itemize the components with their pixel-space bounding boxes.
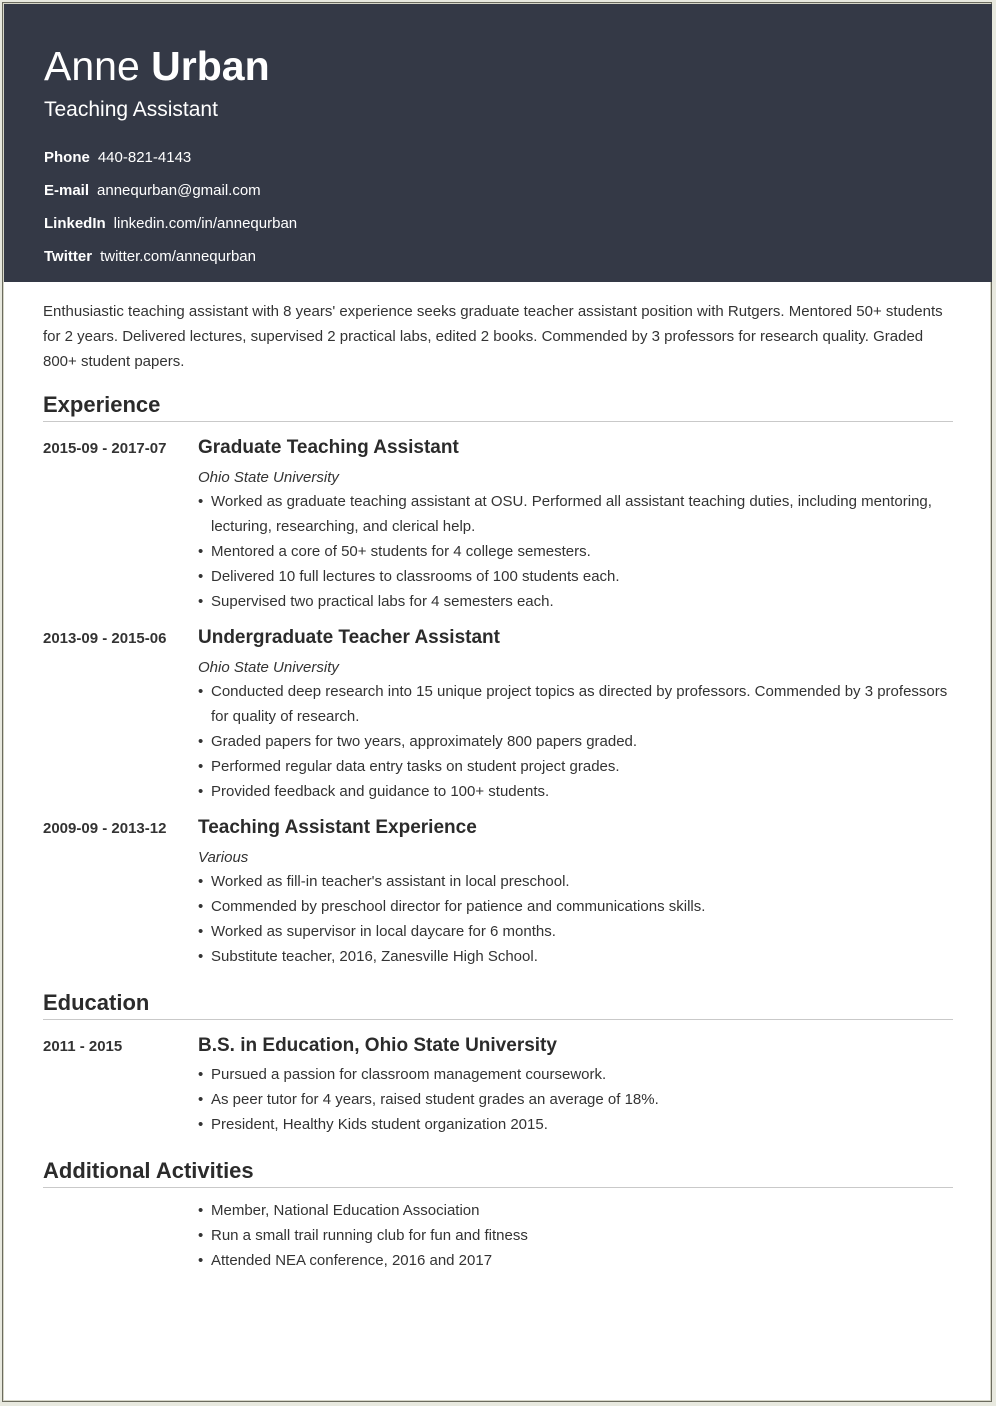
experience-3-dates: 2009-09 - 2013-12 xyxy=(43,820,167,837)
experience-3-org: Various xyxy=(198,849,249,866)
education-divider xyxy=(43,1019,953,1020)
experience-1-bullets xyxy=(198,489,958,614)
experience-3-bullets xyxy=(198,869,958,969)
bullet-item: • Performed regular data entry tasks on student project grades. xyxy=(198,754,958,779)
bullet-item: • Worked as supervisor in local daycare for 6 months. xyxy=(198,919,958,944)
experience-1-dates: 2015-09 - 2017-07 xyxy=(43,440,167,457)
contact-value: twitter.com/annequrban xyxy=(100,248,256,265)
contact-value: 440-821-4143 xyxy=(97,149,192,166)
candidate-name xyxy=(44,42,270,90)
experience-2-dates: 2013-09 - 2015-06 xyxy=(43,630,167,647)
bullet-item: • Pursued a passion for classroom management coursework. xyxy=(198,1062,958,1087)
experience-2-title: Undergraduate Teacher Assistant xyxy=(198,627,500,648)
education-1-title: B.S. in Education, Ohio State University xyxy=(198,1035,557,1056)
bullet-item: • Commended by preschool director for patience and communications skills. xyxy=(198,894,958,919)
bullet-item: • Graded papers for two years, approximately 800 papers graded. xyxy=(198,729,958,754)
contact-value: annequrban@gmail.com xyxy=(97,182,261,199)
first-name: Anne xyxy=(44,43,140,89)
experience-2-org: Ohio State University xyxy=(198,659,339,676)
contact-label: Twitter xyxy=(44,248,93,265)
education-1-dates: 2011 - 2015 xyxy=(43,1038,123,1055)
activities-bullets xyxy=(198,1198,958,1273)
summary-paragraph: Enthusiastic teaching assistant with 8 years' experience seeks graduate teacher assistant position with Rutgers. Mentored 50+ students for 2 years. Delivered lectures, supervised 2 practical labs, edited 2 books. Commended by 3 professors for research quality. Graded 800+ student papers. xyxy=(43,303,943,370)
resume-page xyxy=(2,2,992,1402)
bullet-item: • President, Healthy Kids student organization 2015. xyxy=(198,1112,958,1137)
contact-twitter xyxy=(44,247,256,267)
bullet-item: • Worked as fill-in teacher's assistant in local preschool. xyxy=(198,869,958,894)
bullet-item: • Provided feedback and guidance to 100+ students. xyxy=(198,779,958,804)
experience-heading: Experience xyxy=(43,392,161,417)
bullet-item: • Worked as graduate teaching assistant at OSU. Performed all assistant teaching duties, including mentoring, lecturing, researching, and clerical help. xyxy=(198,489,958,539)
activities-divider xyxy=(43,1187,953,1188)
contact-value: linkedin.com/in/annequrban xyxy=(113,215,298,232)
experience-3-title: Teaching Assistant Experience xyxy=(198,817,477,838)
activities-heading: Additional Activities xyxy=(43,1158,254,1183)
bullet-item: • Member, National Education Association xyxy=(198,1198,958,1223)
bullet-item: • Substitute teacher, 2016, Zanesville High School. xyxy=(198,944,958,969)
job-title: Teaching Assistant xyxy=(44,98,218,121)
bullet-item: • Attended NEA conference, 2016 and 2017 xyxy=(198,1248,958,1273)
education-heading: Education xyxy=(43,990,150,1015)
contact-linkedin xyxy=(44,214,297,234)
contact-label: Phone xyxy=(44,149,90,166)
last-name: Urban xyxy=(151,43,270,89)
contact-email xyxy=(44,181,261,201)
bullet-item: • Mentored a core of 50+ students for 4 college semesters. xyxy=(198,539,958,564)
bullet-item: • As peer tutor for 4 years, raised student grades an average of 18%. xyxy=(198,1087,958,1112)
experience-1-org: Ohio State University xyxy=(198,469,339,486)
contact-label: LinkedIn xyxy=(44,215,106,232)
experience-1-title: Graduate Teaching Assistant xyxy=(198,437,459,458)
bullet-item: • Run a small trail running club for fun and fitness xyxy=(198,1223,958,1248)
experience-divider xyxy=(43,421,953,422)
contact-phone xyxy=(44,148,191,168)
education-1-bullets xyxy=(198,1062,958,1137)
experience-2-bullets xyxy=(198,679,958,804)
contact-label: E-mail xyxy=(44,182,90,199)
bullet-item: • Supervised two practical labs for 4 semesters each. xyxy=(198,589,958,614)
bullet-item: • Conducted deep research into 15 unique project topics as directed by professors. Commended by 3 professors for quality of research. xyxy=(198,679,958,729)
resume-header xyxy=(4,4,992,282)
bullet-item: • Delivered 10 full lectures to classrooms of 100 students each. xyxy=(198,564,958,589)
